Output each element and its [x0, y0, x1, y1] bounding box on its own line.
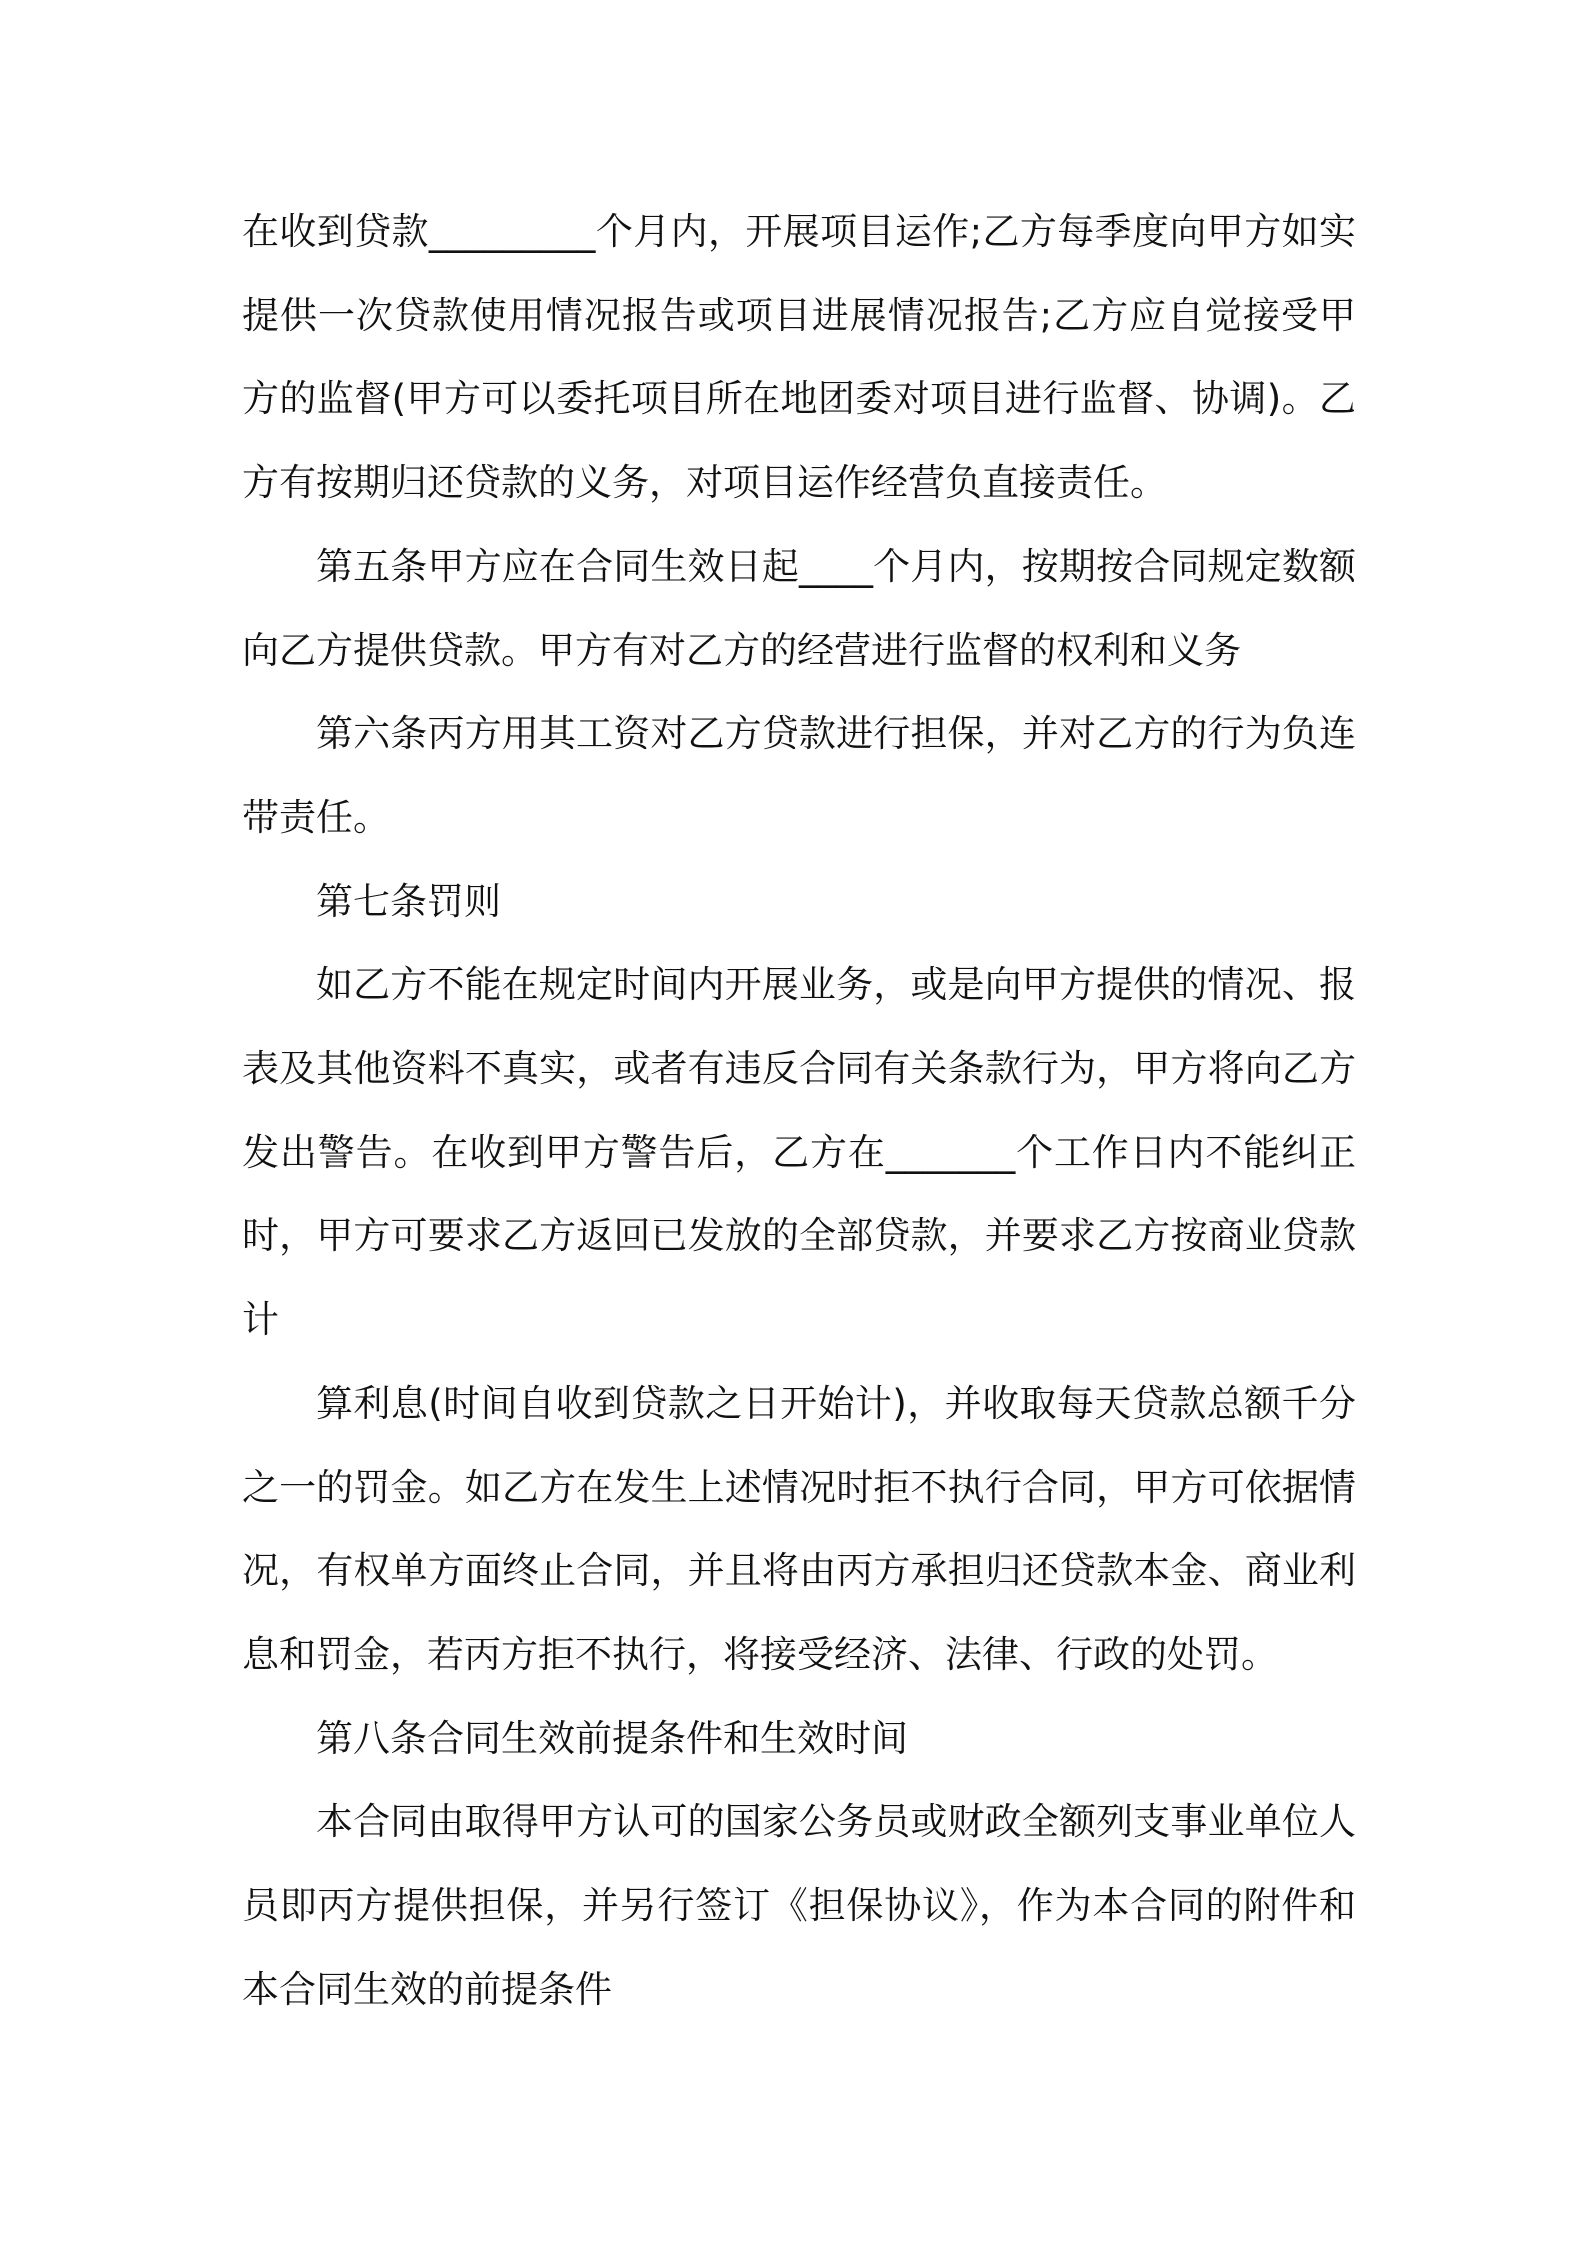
paragraph-article-7-penalty: 如乙方不能在规定时间内开展业务，或是向甲方提供的情况、报表及其他资料不真实，或者有违反合同有关条款行为，甲方将向乙方发出警告。在收到甲方警告后，乙方在_______个工作日内不能纠正时，甲方可要求乙方返回已发放的全部贷款，并要求乙方按商业贷款计 — [242, 963, 1356, 1342]
paragraph-article-6: 第六条丙方用其工资对乙方贷款进行担保，并对乙方的行为负连带责任。 — [242, 712, 1356, 839]
paragraph-article-8-heading: 第八条合同生效前提条件和生效时间 — [316, 1716, 908, 1760]
paragraph-loan-operation: 在收到贷款_________个月内，开展项目运作;乙方每季度向甲方如实提供一次贷款使用情况报告或项目进展情况报告;乙方应自觉接受甲方的监督(甲方可以委托项目所在地团委对项目进行监督、协调)。乙方有按期归还贷款的义务，对项目运作经营负直接责任。 — [242, 210, 1356, 505]
paragraph-article-8-guarantee: 本合同由取得甲方认可的国家公务员或财政全额列支事业单位人员即丙方提供担保，并另行签订《担保协议》，作为本合同的附件和本合同生效的前提条件 — [242, 1800, 1356, 2011]
paragraph-article-5: 第五条甲方应在合同生效日起____个月内，按期按合同规定数额向乙方提供贷款。甲方有对乙方的经营进行监督的权利和义务 — [242, 544, 1356, 672]
paragraph-interest-penalty: 算利息(时间自收到贷款之日开始计)，并收取每天贷款总额千分之一的罚金。如乙方在发生上述情况时拒不执行合同，甲方可依据情况，有权单方面终止合同，并且将由丙方承担归还贷款本金、商业利息和罚金，若丙方拒不执行，将接受经济、法律、行政的处罚。 — [242, 1381, 1356, 1676]
document-body — [242, 190, 1356, 2031]
paragraph-article-7-heading: 第七条罚则 — [316, 879, 501, 923]
